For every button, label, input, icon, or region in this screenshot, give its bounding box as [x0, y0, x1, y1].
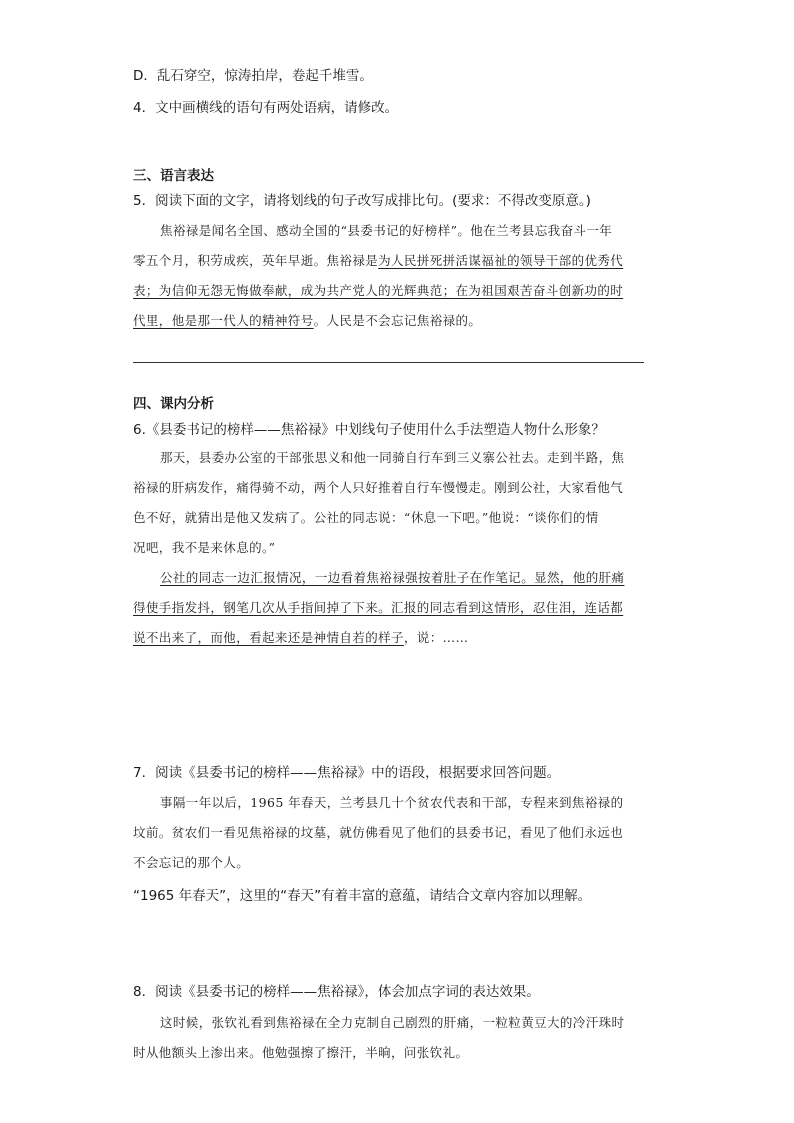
- q6-passage: [133, 443, 663, 653]
- section-3-title: 三、语言表达: [133, 168, 214, 184]
- underlined-sentence: 代里，他是那一代人的精神符号: [133, 313, 314, 328]
- q8-passage-line: 这时候，张钦礼看到焦裕禄在全力克制自己剧烈的肝痛，一粒粒黄豆大的冷汗珠时: [160, 1015, 625, 1030]
- q7-question: “1965 年春天”，这里的“春天”有着丰富的意蕴，请结合文章内容加以理解。: [133, 888, 592, 904]
- q6-passage-line: 况吧，我不是来休息的。”: [133, 540, 276, 555]
- q6-prompt: 6.《县委书记的榜样——焦裕禄》中划线句子使用什么手法塑造人物什么形象？: [133, 422, 605, 438]
- q5-passage-line: 焦裕禄是闻名全国、感动全国的“县委书记的好榜样”。他在兰考县忘我奋斗一年: [160, 223, 613, 238]
- q7-prompt: 7．阅读《县委书记的榜样——焦裕禄》中的语段，根据要求回答问题。: [133, 765, 561, 781]
- q4-prompt: 4．文中画横线的语句有两处语病，请修改。: [133, 100, 399, 116]
- q5-passage-line: 代里，他是那一代人的精神符号。人民是不会忘记焦裕禄的。: [133, 313, 482, 328]
- q3-option-d: D．乱石穿空，惊涛拍岸，卷起千堆雪。: [133, 68, 373, 84]
- q6-passage-line: 那天，县委办公室的干部张思义和他一同骑自行车到三义寨公社去。走到半路，焦: [160, 450, 625, 465]
- q5-prompt: 5．阅读下面的文字，请将划线的句子改写成排比句。(要求：不得改变原意。): [133, 193, 591, 209]
- q5-passage-line: 零五个月，积劳成疾，英年早逝。焦裕禄是为人民拼死拼活谋福祉的领导干部的优秀代: [133, 253, 624, 268]
- underlined-sentence: 公社的同志一边汇报情况，一边看着焦裕禄强按着肚子在作笔记。显然，他的肝痛: [160, 570, 625, 585]
- underlined-sentence: 为人民拼死拼活谋福祉的领导干部的优秀代: [378, 253, 624, 268]
- q7-passage-line: 坟前。贫农们一看见焦裕禄的坟墓，就仿佛看见了他们的县委书记，看见了他们永远也: [133, 825, 624, 840]
- underlined-sentence: 表；为信仰无怨无悔做奉献，成为共产党人的光辉典范；在为祖国艰苦奋斗创新功的时: [133, 283, 624, 298]
- q6-passage-line: 裕禄的肝病发作，痛得骑不动，两个人只好推着自行车慢慢走。刚到公社，大家看他气: [133, 480, 624, 495]
- q7-passage-line: 事隔一年以后，1965 年春天，兰考县几十个贫农代表和干部，专程来到焦裕禄的: [160, 795, 624, 810]
- q8-prompt: 8．阅读《县委书记的榜样——焦裕禄》，体会加点字词的表达效果。: [133, 984, 540, 1000]
- q6-passage-line: 说不出来了，而他，看起来还是神情自若的样子，说：……: [133, 630, 469, 645]
- q5-passage: [133, 216, 663, 336]
- q6-passage-line: [133, 593, 663, 623]
- q7-passage: [133, 788, 663, 878]
- q7-passage-line: 不会忘记的那个人。: [133, 855, 250, 870]
- underlined-sentence: 说不出来了，而他，看起来还是神情自若的样子: [133, 630, 404, 645]
- q5-passage-line: [133, 276, 663, 306]
- answer-line: [133, 362, 644, 363]
- section-4-title: 四、课内分析: [133, 396, 214, 412]
- q6-passage-line: [133, 563, 663, 593]
- q8-passage: [133, 1008, 663, 1068]
- underlined-sentence: 得使手指发抖，钢笔几次从手指间掉了下来。汇报的同志看到这情形，忍住泪，连话都: [133, 600, 624, 615]
- q6-passage-line: 色不好，就猜出是他又发病了。公社的同志说：“休息一下吧。”他说：“谈你们的情: [133, 510, 599, 525]
- q8-passage-line: 时从他额头上渗出来。他勉强擦了擦汗，半晌，问张钦礼。: [133, 1045, 469, 1060]
